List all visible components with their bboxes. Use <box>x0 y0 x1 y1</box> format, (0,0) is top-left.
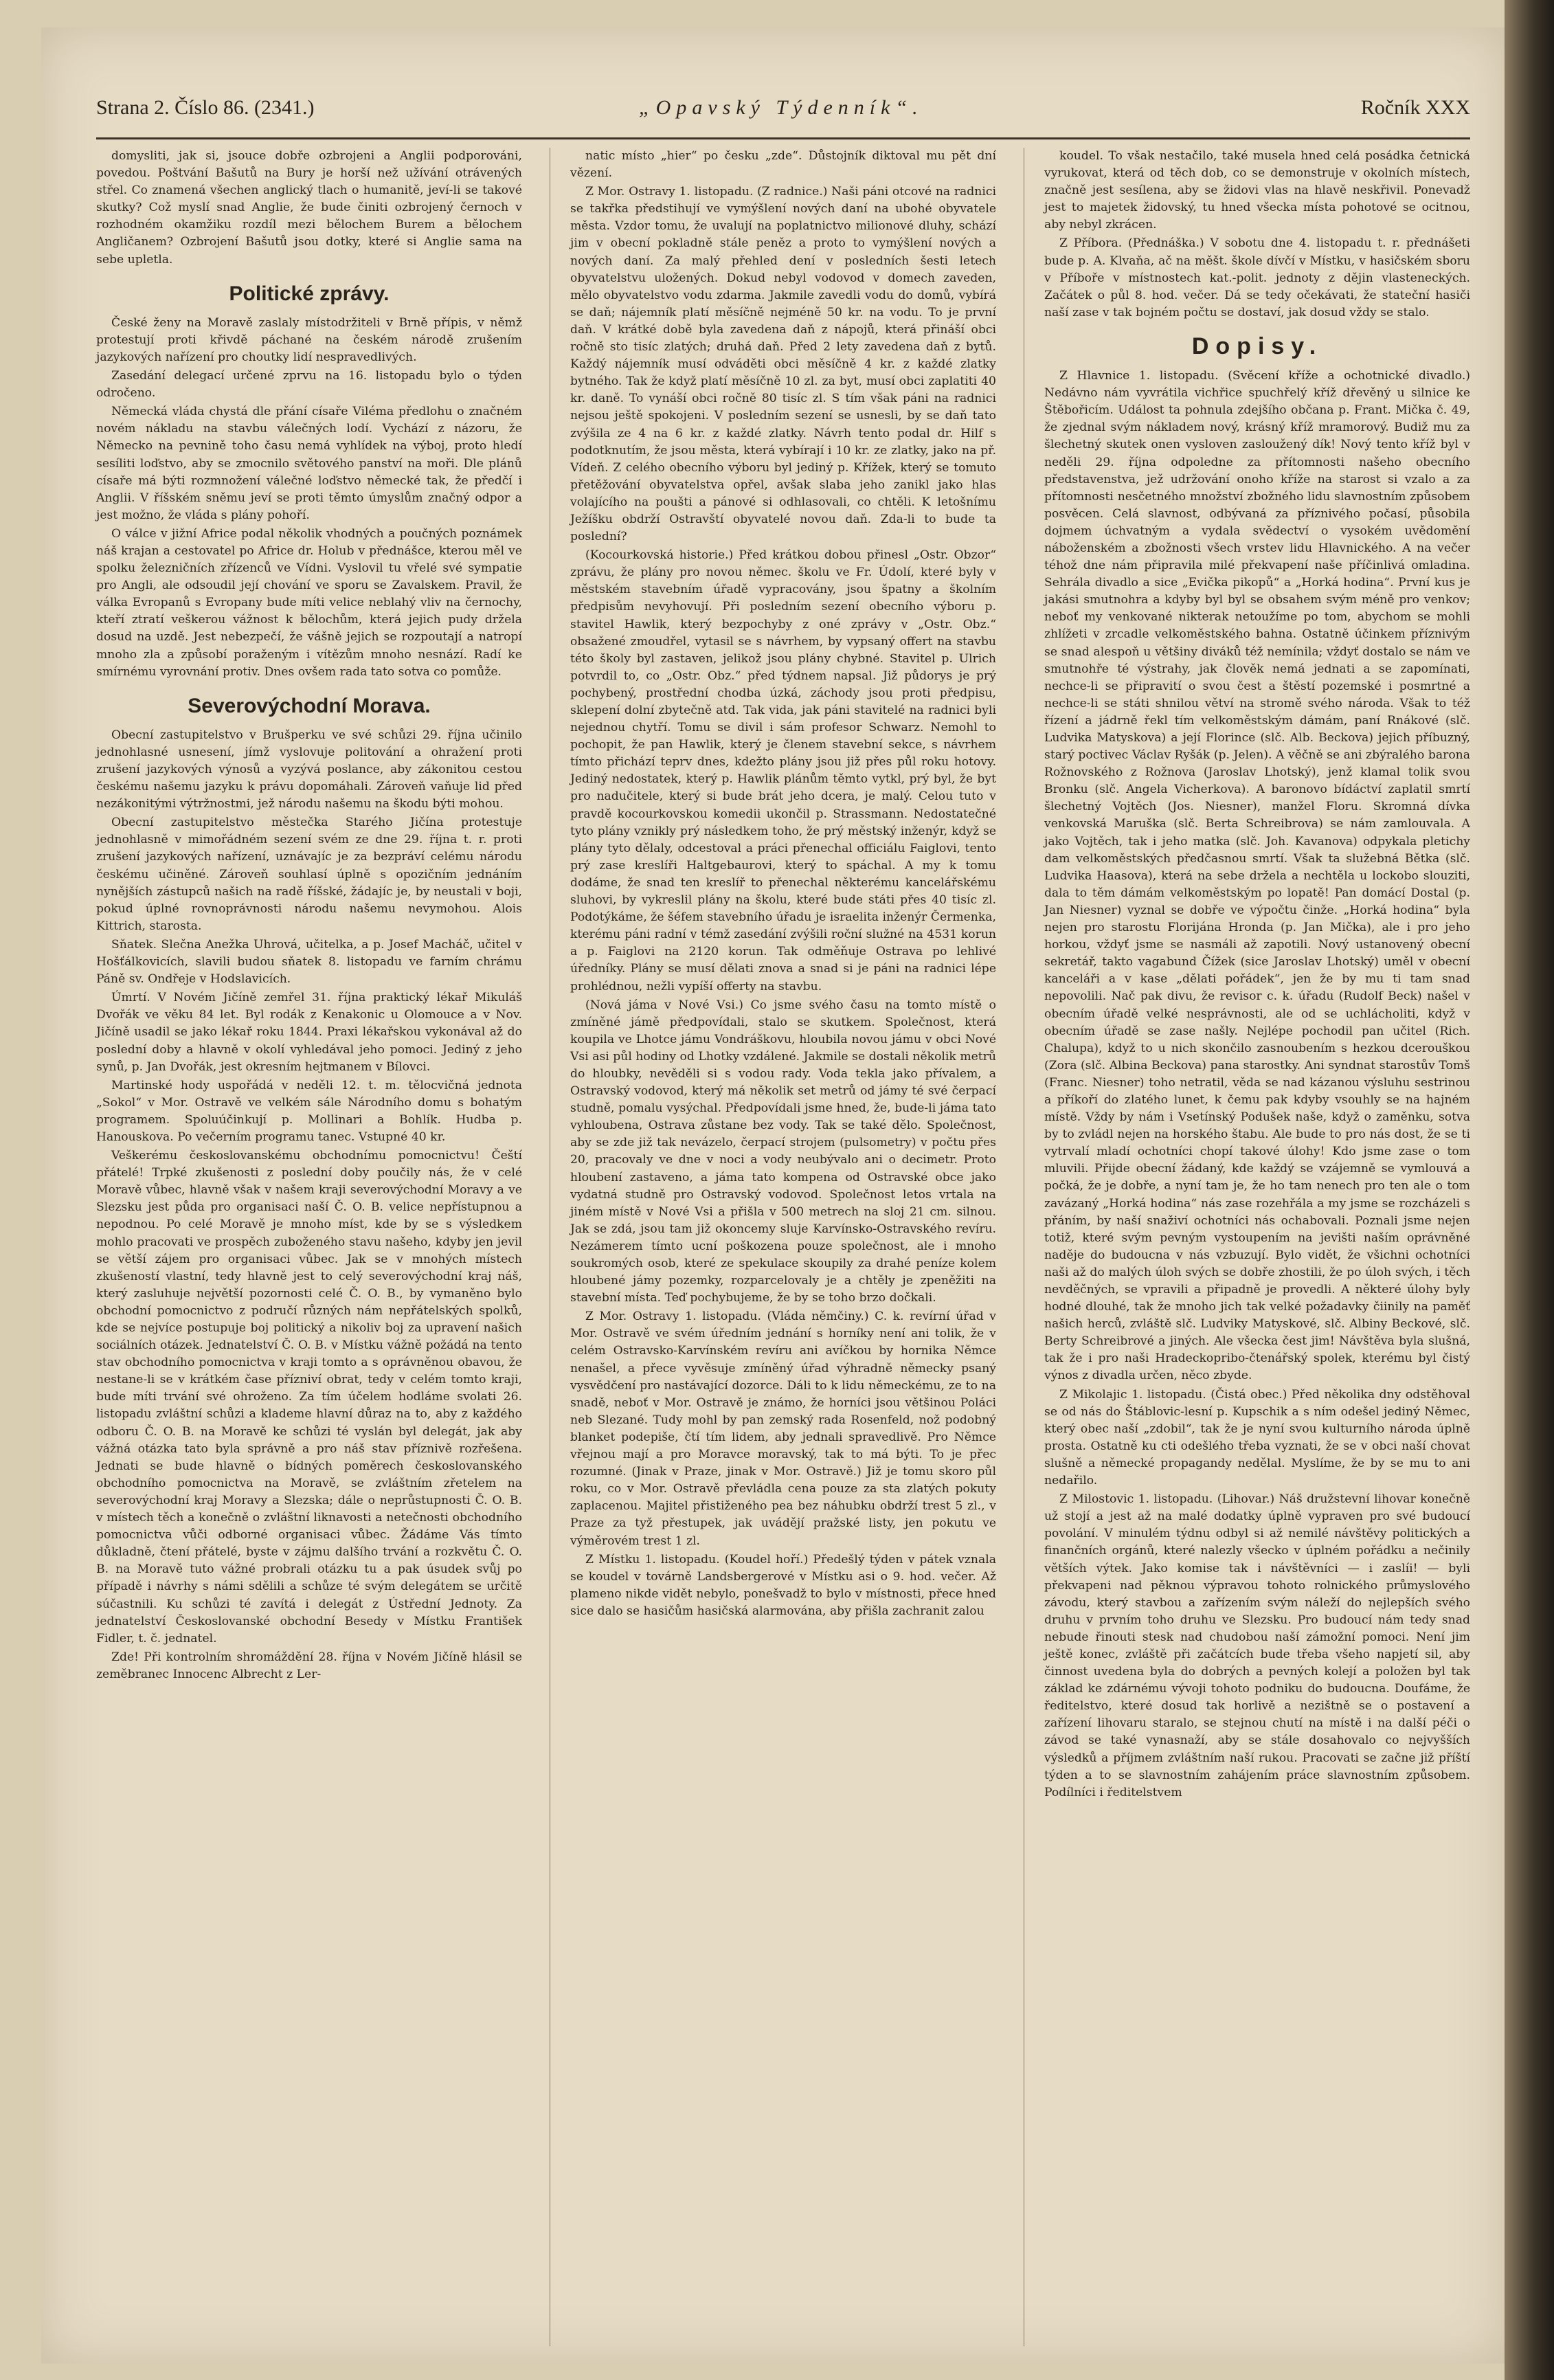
article-paragraph: Německá vláda chystá dle přání císaře Viléma předlohu o značném novém nákladu na stavbu válečných lodí. Vychází z názoru, že Německo na pevnině toho času nemá vyhlídek na výboj, proto hledí sesíliti loďstvo, aby se zmocnilo světového panství na moři. Dle plánů císaře má býti rozmnožení válečné loďstvo německé tak, že předčí i Anglii. V říšském sněmu jeví se proti těmto úmyslům značný odpor a jest možno, že vláda s plány pohoří. <box>96 405 522 522</box>
article-paragraph: Martinské hody uspořádá v neděli 12. t. m. tělocvičná jednota „Sokol“ v Mor. Ostravě ve velkém sále Národního domu s bohatým programem. Spoluúčinkují p. Mollinari a Bohlík. Hudba p. Hanouskova. Po večerním programu tanec. Vstupné 40 kr. <box>96 1078 522 1144</box>
section-heading: Politické zprávy. <box>229 282 390 305</box>
article-paragraph: Z Mikolajic 1. listopadu. (Čistá obec.) Před několika dny odstěhoval se od nás do Štáblovic-lesní p. Kupschik a s ním odešel jediný Němec, který obec naší „zdobil“, tak že je nyní svou kulturního národa úplně prosta. Ostatně ku cti odešlého třeba vyznati, že se v obci naší chovat slušně a německé propagandy nedělal. Myslíme, že by se mu to ani nedařilo. <box>1044 1387 1470 1488</box>
article-paragraph: Obecní zastupitelstvo v Brušperku ve své schůzi 29. října učinilo jednohlasné usnesení, jímž vyslovuje politování a ohražení proti zrušení jazykových výnosů a vyzývá poslance, aby zákonitou cestou českému našemu jazyku k právu dopomáhali. Zároveň vaňuje lid před nezákonitými výtržnostmi, jež národu našemu na škodu býti mohou. <box>96 728 522 811</box>
article-paragraph: České ženy na Moravě zaslaly místodržiteli v Brně přípis, v němž protestují proti křivdě páchané na českém národě zrušením jazykových nařízení pro choutky lidí nespravedlivých. <box>96 315 522 364</box>
article-paragraph: Veškerému českoslovanskému obchodnímu pomocnictvu! Čeští přátelé! Trpké zkušenosti z poslední doby poučily nás, že v celé Moravě vůbec, hlavně však v našem kraji severovýchodní Moravy a ve Slezsku jest půda pro organisaci naší Č. O. B. velice nepřístupnou a nepodnou. Po celé Moravě je mnoho míst, kde by se s výsledkem mohlo pracovati ve prospěch zuboženého stavu našeho, kdyby jen jevil se větší zájem pro organisaci vůbec. Jak se v mnohých místech zkušeností vlastní, tedy hlavně jest to celý severovýchodní kraj náš, který zasluhuje největší pozornosti celé Č. O. B., by vymaněno bylo obchodní pomocnictvo z područí různých nám nepřátelských spolků, kde se nejvíce postupuje boj politický a nikoliv boj za upravení našich sociálních otázek. Jednatelství Č. O. B. v Místku vážně požádá na tento stav obchodního pomocnictva v kraji tomto a s oprávněnou obavou, že nestane-li se v krátkém čase přízniví obrat, tedy v celém tomto kraji, bude míti trvání své ohroženo. Za tím účelem hodláme svolati 26. listopadu zvláštní schůzi a klademe hlavní důraz na to, aby z každého odboru Č. O. B. na Moravě ke schůzi té vyslán byl delegát, jak aby vážná otázka tato byla správně a pro náš stav příznivě rozřešena. Jednati se bude hlavně o bídných poměrech českoslovanského obchodního pomocnictva na Moravě, se zvláštním zřetelem na severovýchodní kraj Moravy a Slezska; dále o neprůstupnosti Č. O. B. v místech těch a konečně o zvláštní liknavosti a netečnosti obchodního pomocnictva vůči odborné organisaci vůbec. Žádáme Vás tímto důkladně, čtení přátelé, byste v zájmu dalšího trvání a rozkvětu Č. O. B. na Moravě tuto vážné probrali otázku tu a pak úsudek svůj po případě i návrhy s námi sdělili a schůze té svým delegátem se určitě súčastnili. Ku schůzi té zavítá i delegát z Ústřední Jednoty. Za jednatelství Českoslovanské obchodní Besedy v Místku František Fidler, t. č. jednatel. <box>96 1149 522 1646</box>
article-paragraph: Z Místku 1. listopadu. (Koudel hoří.) Předešlý týden v pátek vznala se koudel v továrně Landsbergerové v Místku asi o 9. hod. večer. Až plameno nikde vidět nebylo, ponešvadž to bylo v místnosti, přece hned sice dalo se hasičům hasičská alarmována, aby přišla zachranit zalou <box>570 1552 996 1618</box>
article-paragraph: Zasedání delegací určené zprvu na 16. listopadu bylo o týden odročeno. <box>96 369 522 401</box>
article-paragraph: Úmrtí. V Novém Jičíně zemřel 31. října praktický lékař Mikuláš Dvořák ve věku 84 let. Byl rodák z Kenakonic u Olomouce a v Nov. Jičíně usadil se jako lékař roku 1844. Praxi lékařskou vykonával až do poslední doby a hlavně v okolí vyhledával jeho pomoci. Jediný z jeho synů, p. Jan Dvořák, jest okresním hejtmanem v Bílovci. <box>96 991 522 1074</box>
article-paragraph: Z Hlavnice 1. listopadu. (Svěcení kříže a ochotnické divadlo.) Nedávno nám vyvrátila vichřice spuchřelý kříž dřevěný u silnice ke Štěbořicím. Událost ta pohnula zdejšího občana p. Frant. Mička č. 49, že zjednal svým nákladem nový, krásný kříž mramorový. Budiž mu za šlechetný skutek onen vysloven zasloužený dík! Nový tento kříž byl v neděli 29. října odpoledne za přítomnosti našeho obecního představenstva, jež udržování onoho kříže na starost si vzalo a za přítomnosti nesčetného množství zbožného lidu slavnostním způsobem posvěcen. Celá slavnost, odbývaná za příznivého počasí, působila dojmem úchvatným a vydala svědectví o vysokém uvědomění náboženském a zbožnosti všech vrstev lidu Hlavnického. A na večer téhož dne nám připravila milé překvapení naše příčinlivá omladina. Sehrála divadlo a sice „Evička pikopů“ a „Horká hodina“. První kus je jakási smutnohra a kdyby byl byl se obsahem svým méně pro venkov; neboť my venkované nikterak netoužíme po tom, abychom se mohli zhlížeti v zrcadle velkoměstského bahna. Ostatně účinkem příznivým se snad alespoň u většiny diváků též nemínila; vždyť dostalo se nám ve smutnohře té výstrahy, jak člověk nemá jednati a se zapomínati, nechce-li se připravití o svou čest a štěstí pozemské i posmrtné a nechce-li se státi shnilou větví na stromě svého národa. Však to též řízení a jádrně řekl tím velkoměstským dámám, paní Rnákové (slč. Ludvika Matyskova) a její Florince (slč. Alb. Beckova) jejich příbuzný, starý poctivec Václav Ryšák (p. Jelen). A věčně se ani zbýralého barona Rožnovského z Rožnova (Jaroslav Lhotský), jenž klamal tolik svou Bronku (slč. Angela Vicherkova). A baronovo bídáctví zaplatil smrtí šlechetný Vojtěch (Jos. Niesner), manžel Floru. Skromná dívka venkovská Maruška (slč. Berta Schreibrova) se nám zamlouvala. A jako Vojtěch, tak i jeho matka (slč. Joh. Kavanova) odpykala pletichy dam velkoměstských předčasnou smrtí. Však ta služebná Bětka (slč. Ludvika Haasova), která na sebe držela a nechtěla u lockobo slouziti, dala to těm dámám velkoměstským po lopatě! Pan domácí Dostal (p. Jan Niesner) vyznal se dobře ve výpočtu činže. „Horká hodina“ byla nejen pro starostu Florijána Hronda (p. Jan Mička), ale i pro jeho horkou, vždyť jsme se nasmáli až zapotili. Nový ustanovený obecní sekretář, takto vagabund Čížek (sice Jaroslav Lhotský) uměl v obecní kanceláři a v kase „dělati pořádek“, jen že by mu ti tam snad nepovolili. Nač pak divu, že revisor c. k. úřadu (Rudolf Beck) našel v obecním úřadě velké nesprávnosti, ale od se uchlácholiti, když v obecním úřadě se zase našly. Nejlépe pochodil pan učitel (Rich. Chalupa), když to u nich skončilo zasnoubením s hezkou dcerouškou (Zora (slč. Albina Beckova) pana starostky. Ani syndnat starostův Tomš (Franc. Niesner) toho netratil, věda se nad kázanou výsluhu sestrinou a příkoří do zlatého lunet, k čemu pak kdyby vsouhly se na hajném místě. Vždy by nám i Vsetínský Podušek naše, když o zaměnku, sotva by to zvládl nejen na horského štabu. Ale bude to pro nás dost, že se ti vytrvalí mladí ochotníci chopí takové úlohy! Kdo jsme zase o tom mluvili. Přijde obecní žádaný, kde každý se vzájemně se vymlouvá a počká, že je dobře, a nyní tam je, že ho tam nenech pro ten ale o tom zavázaný „Horká hodina“ nás zase rozehřála a my jsme se rozcházeli s přáním, by naší snaživí ochotníci nás ochabovali. Poznali jsme nejen totiž, které svým pevným vystoupením na jevišti naším oprávněné naděje do budoucna v nás vzbuzují. Bylo vidět, že všichni ochotníci naši až do malých úloh svých se dobře zhostili, že po úloh svých, i těch nevděčných, se vpravili a připadně je provedli. A některé úlohy byly hodné dlouhé, tak že mnoho jich tak velké požadavky čiinily na paměť našich herců, zvláště slč. Ludviky Matyskové, slč. Albiny Beckové, slč. Berty Schreibrové a jiných. Ale všecka čest jim! Návštěva byla slušná, tak že i pro naši Hradeckopribo-čtenářský spolek, kterému byl čistý výnos z divadla určen, něco zbyde. <box>1044 369 1470 1383</box>
article-paragraph: (Nová jáma v Nové Vsi.) Co jsme svého času na tomto místě o zmíněné jámě předpovídali, stalo se skutkem. Společnost, která koupila ve Lhotce jámu Vondráškovu, hloubila novou jámu v obci Nové Vsi asi půl hodiny od Lhotky vzdálené. Jakmile se dostali několik metrů do hloubky, nevěděli si s vodou rady. Voda tekla jako přívalem, a Ostravský vodovod, který má několik set metrů od jámy té své čerpací studně, pomalu vysýchal. Předpovídali jsme hned, že, bude-li jáma tato vyhloubena, Ostrava zůstane bez vody. Tak se také dělo. Společnost, aby se zde již tak nevázelo, čerpací strojem (pulsometry) v počtu přes 20, pracovaly ve dne v noci a vody neubývalo ani o decimetr. Proto hloubení zastaveno, a jáma tato kompena od Ostravské obce jako vydatná studně pro Ostravský vodovod. Společnost letos vrtala na jiném místě v Nové Vsi a přišla v 500 metrech na sloj 21 cm. silnou. Jak se zdá, jsou tam již okoncemy sluje Karvínsko-Ostravského revíru. Nezámerem tímto ucní poškozena pouze společnost, ale i mnoho soukromých osob, které ze spekulace skoupily za drahé peníze kolem hloubené jámy pozemky, rozparcelovaly je a chtěly je zpeněžiti na stavební místa. Teď pochybujeme, že by se toho brzo dočkali. <box>570 998 996 1305</box>
page-edge-shadow <box>1505 0 1554 2380</box>
column-1 <box>96 148 522 1685</box>
section-heading: Dopisy. <box>1191 333 1323 359</box>
section-heading: Severovýchodní Morava. <box>188 694 431 717</box>
article-paragraph: Z Mor. Ostravy 1. listopadu. (Z radnice.) Naši páni otcové na radnici se takřka předstihují ve vymýšlení nových daní na ubohé obyvatele města. Vzdor tomu, že uvalují na poplatnictvo milionové dluhy, schází jim v obecní pokladně stále peněz a proto to vymýšlení nových a nových daní. Za malý přehled dení v posledních šesti letech obyvatelstvu uložených. Dokud nebyl vodovod v domech zaveden, mělo obyvatelstvo vodu zdarma. Jakmile zavedli vodu do domů, vybírá se daň; nájemník platí měsíčně nejméně 50 kr. na vodu. To je první daň. V krátké době byla zavedena daň z nápojů, která přináší obci ročně sto tisíc zlatých; druhá daň. Před 2 lety zavedena daň z bytů. Každý nájemník musí odváděti obci měsíčně 4 kr. z každé zlatky bytného. Tak že když platí měsíčně 10 zl. za byt, musí obci zaplatiti 40 kr. daně. To vynáší obci ročně 80 tisíc zl. S tím však páni na radnici nejsou ještě spokojeni. V posledním sezení se usnesli, by se daň tato zvýšila ze 4 na 6 kr. z každé zlatky. Návrh tento podal dr. Hilf s podotknutím, že jsou města, která vybírají i 10 kr. ze zlatky, jako na př. Vídeň. Z celého obecního výboru byl jediný p. Křížek, který se tomuto přetěžování obyvatelstva opřel, avšak slaba jeho zanikl jako hlas volajícího na poušti a pánové si odhlasovali, co chtěli. K letošnímu Ježíšku obdrží Ostravští obyvatelé novou daň. Zda-li to bude ta poslední? <box>570 185 996 544</box>
article-paragraph: Z Mor. Ostravy 1. listopadu. (Vláda němčiny.) C. k. revírní úřad v Mor. Ostravě ve svém úředním jednání s horníky není ani tolik, že v celém Ostravsko-Karvínském revíru ani avíčkou by hornika Němce nenašel, a přece vyvěsuje zmíněný úřad výhradně německy psaný vysvědčení pro nastávající dozorce. Dáli to k lidu německému, ze to na snadě, neboť v Mor. Ostravě je známo, že horníci jsou většinou Poláci neb Slezané. Tudy mohl by pan zemský rada Rosenfeld, nož podobný blanket podepiše, čtí tím lidem, aby jednali spravedlivě. Pro Němce vřejnou mají a pro Moravce moravský, tak to má býti. To je přec rozumné. (Jinak v Praze, jinak v Mor. Ostravě.) Již je tomu skoro půl roku, co v Mor. Ostravě převládla cena pouze za sta zlatých pokuty zaplacenou. Majitel přistiženého pea bez náhubku obdrží trest 5 zl., v Praze za tyž přestupek, jak uvádějí pražské listy, jen pokutu ve výměrovém trest 1 zl. <box>570 1310 996 1548</box>
article-paragraph: Zde! Při kontrolním shromáždění 28. října v Novém Jičíně hlásil se zeměbranec Innocenc Albrecht z Ler- <box>96 1650 522 1681</box>
header-newspaper-title: „Opavský Týdenník“. <box>639 96 923 119</box>
article-paragraph: Obecní zastupitelstvo městečka Starého Jičína protestuje jednohlasně v mimořádném sezení svém ze dne 29. října t. r. proti zrušení jazykových nařízení, uznávajíc je za bezpráví celému národu českému učiněné. Zároveň souhlasí úplně s opozičním jednáním nynějších zástupců našich na radě říšské, žádajíc je, by neustali v boji, pokud úplné rovnoprávnosti národu našemu nevymohou. Alois Kittrich, starosta. <box>96 816 522 933</box>
article-paragraph: O válce v jižní Africe podal několik vhodných a poučných poznámek náš krajan a cestovatel po Africe dr. Holub v přednášce, kterou měl ve spolku železničních zřízenců ve Vídni. Vyslovil tu vřelé své sympatie pro Angli, ale odsoudil její chování ve sporu se Zavalskem. Pravil, že válka Evropanů s Evropany bude míti velice neblahý vliv na černochy, kteří ztratí veškerou vážnost k bělochům, která jejich pudy držela dosud na uzdě. Jest nebezpečí, že vášně jejich se rozpoutají a natropí mnoho zla a způsobí poraženým i vítězům mnoho nesnází. Radí ke smírnému vyrovnání protiv. Dnes ovšem rada tato sotva co pomůže. <box>96 526 522 679</box>
header-rule <box>96 137 1470 139</box>
article-paragraph: Z Příbora. (Přednáška.) V sobotu dne 4. listopadu t. r. přednášeti bude p. A. Klvaňa, ač na měšt. škole dívčí v Místku, v hasičském sboru v Příboře v místnostech kat.-polit. jednoty z dějin vlasteneckých. Začátek o půl 8. hod. večer. Dá se tedy očekávati, že stateční hasiči naší zase v tak bojném počtu se dostaví, jak dosud vždy se stalo. <box>1044 236 1470 319</box>
article-paragraph: Sňatek. Slečna Anežka Uhrová, učitelka, a p. Josef Macháč, učitel v Hošťálkovicích, slavili budou sňatek 8. listopadu ve farním chrámu Páně sv. Ondřeje v Hodslavicích. <box>96 937 522 987</box>
article-paragraph: natic místo „hier“ po česku „zde“. Důstojník diktoval mu pět dní vězení. <box>570 149 996 181</box>
article-paragraph: domysliti, jak si, jsouce dobře ozbrojeni a Anglii podporováni, povedou. Poštvání Bašutů na Bury je horší než užívání otrávených střel. Co znamená všechen anglický tlach o humanitě, jeví-li se takové skutky? Což myslí snad Anglie, že bude činiti ozbrojený černoch v rozhodném okamžiku rozdíl mezi bělochem Burem a bělochem Angličanem? Ozbrojení Bašutů jsou dotky, které si Anglie sama na sebe upletla. <box>96 149 522 267</box>
header-page-number: Strana 2. Číslo 86. (2341.) <box>96 96 315 119</box>
column-2 <box>570 148 996 1621</box>
article-paragraph: koudel. To však nestačilo, také musela hned celá posádka četnická vyrukovat, která od těch dob, co se demonstruje v okolních místech, značně jest sesílena, aby se židovi vlas na hlavě neskřivil. Ponevadž jest to majetek židovský, tu hned všecka místa pohotové se ocitnou, aby nebyl zkrácen. <box>1044 149 1470 232</box>
article-paragraph: (Kocourkovská historie.) Před krátkou dobou přinesl „Ostr. Obzor“ zprávu, že plány pro novou němec. školu ve Fr. Údolí, které byly v městském stavebním úřadě vypracovány, jsou špatny a školním předpisům nevyhovují. Při posledním sezení obecního výboru p. stavitel Hawlik, který bezpochyby z oné zprávy v „Ostr. Obz.“ obsažené zmoudřel, vytasil se s návrhem, by vypsaný offert na stavbu této školy byl zastaven, jelikož jsou plány chybné. Stavitel p. Ulrich potvrdil to, co „Ostr. Obz.“ před týdnem napsal. Již půdorys je prý pochybený, prostřední chodba úzká, záchody jsou proti předpisu, sklepení dolní zbytečně atd. Tak vida, jak páni stavitelé na radnici byli nejednou chytří. Tomu se divil i sám profesor Schwarz. Nemohl to pochopit, že pan Hawlik, který je členem stavební sekce, s návrhem tímto přichází teprv dnes, kdežto plány jsou již přes půl roku hotovy. Jediný nedostatek, který p. Hawlik plánům těmto vytkl, prý byl, že byt pro nadučitele, který si bude brát jeho dcera, je malý. Celou tuto v pravdě kocourkovskou komedii ukončil p. Strassmann. Nedostatečné tyto plány vznikly prý následkem toho, že prý městský inženýr, když se plány tyto dělaly, odcestoval a práci přenechal officiálu Faiglovi, tento prý zase kreslíři Haltgebaurovi, který to spáchal. A my k tomu dodáme, že snad ten kreslíř to přenechal některému kancelářskému sluhovi, by vykreslil plány na školu, které bude státi přes 40 tisíc zl. Podotýkáme, že šéfem stavebního úřadu je israelita inženýr Čermenka, kterému páni radní v témž zasedání zvýšili roční služné na 4531 korun a p. Faiglovi na 2120 korun. Tak odměňuje Ostrava po lehlivé úředníky. Plány se musí dělati znova a snad si je páni na radnici lépe prohlédnou, nežli vypíší offerty na stavbu. <box>570 548 996 993</box>
page-header <box>96 96 1470 137</box>
header-volume: Ročník XXX <box>1360 96 1470 119</box>
article-paragraph: Z Milostovic 1. listopadu. (Lihovar.) Náš družstevní lihovar konečně už stojí a jest až na malé dodatky úplně vypraven pro své budoucí povolání. V minulém týdnu odbyl si až nemilé návštěvy politických a finančních orgánů, které nalezly všecko v úplném pořádku a nečinily větších výtek. Jako komise tak i návštěvníci — i zaslíi! — byli překvapeni nad pěknou výpravou tohoto rolnického průmyslového závodu, který stavbou a zařízením svým náleží do nejlepších svého druhu v prvním toho druhu ve Slezsku. Pro budoucí nám tedy snad nebude řinouti stesk nad chudobou naší zámožní pomoci. Není jim ještě konec, zvláště při začátcích bude třeba všeho napjetí sil, aby činnost uvedena byla do dobrých a pevných kolejí a položen byl tak základ ke zdárnému vývoji tohoto podniku do budoucna. Doufáme, že ředitelstvo, které dosud tak horlivě a nezištně se o postavení a zařízení lihovaru staralo, se stejnou chutí na místě i na další péči o závod se také vynasnaží, aby se stále dosahovalo co nejvyšších výsledků a příjmem zvláštním naší rukou. Pracovati se začne již příští týden a to se slavnostním zahájením práce slavnostním způsobem. Podílníci i ředitelstvem <box>1044 1492 1470 1799</box>
column-3 <box>1044 148 1470 1803</box>
